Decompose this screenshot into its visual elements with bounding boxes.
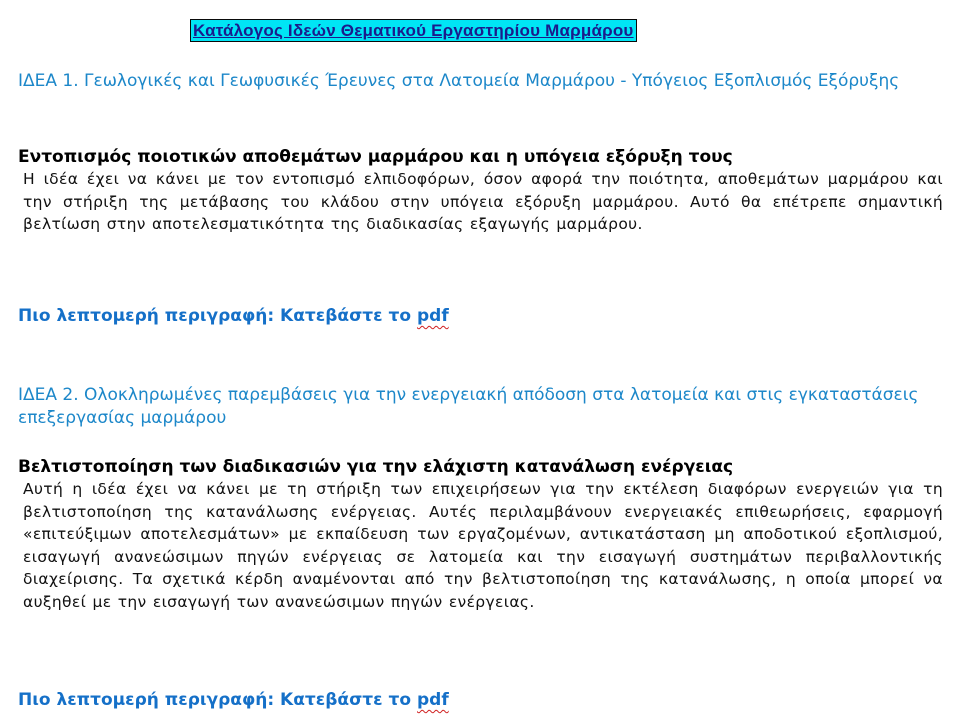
idea-2-pdf-link[interactable]: pdf [417,690,449,710]
idea-2-section [18,384,943,430]
idea-1-content [18,146,943,236]
idea-2-content [18,456,943,614]
document-title: Κατάλογος Ιδεών Θεματικού Εργαστηρίου Μαρμάρου [190,19,637,42]
idea-1-subheading: Εντοπισμός ποιοτικών αποθεμάτων μαρμάρου και η υπόγεια εξόρυξη τους [18,147,733,167]
idea-2-heading: ΙΔΕΑ 2. Ολοκληρωμένες παρεμβάσεις για την ενεργειακή απόδοση στα λατομεία και στις εγκαταστάσεις επεξεργασίας μαρμάρου [18,385,919,428]
idea-1-download-link[interactable] [18,305,449,327]
idea-1-download-link-label: Πιο λεπτομερή περιγραφή: Κατεβάστε το [18,306,417,326]
idea-2-subheading: Βελτιστοποίηση των διαδικασιών για την ελάχιστη κατανάλωση ενέργειας [18,457,734,477]
idea-1-description: Η ιδέα έχει να κάνει με τον εντοπισμό ελπιδοφόρων, όσον αφορά την ποιότητα, αποθεμάτων μαρμάρου και την στήριξη της μετάβασης του κλάδου στην υπόγεια εξόρυξη μαρμάρου. Αυτό θα επέτρεπε σημαντική βελτίωση στην αποτελεσματικότητα της διαδικασίας εξαγωγής μαρμάρου. [23,170,943,234]
idea-1-pdf-link[interactable]: pdf [417,306,449,326]
idea-2-description: Αυτή η ιδέα έχει να κάνει με τη στήριξη των επιχειρήσεων για την εκτέλεση διαφόρων ενεργειών για τη βελτιστοποίηση της κατανάλωσης ενέργειας. Αυτές περιλαμβάνουν ενεργειακές επιθεωρήσεις, εφαρμογή «επιτεύξιμων αποτελεσμάτων» με εκπαίδευση των εργαζομένων, αντικατάσταση μη αποδοτικού εξοπλισμού, εισαγωγή ανανεώσιμων πηγών ενέργειας σε λατομεία και την εισαγωγή συστημάτων περιβαλλοντικής διαχείρισης. Τα σχετικά κέρδη αναμένονται από την βελτιστοποίηση της κατανάλωσης, η οποία μπορεί να αυξηθεί με την εισαγωγή των ανανεώσιμων πηγών ενέργειας. [23,480,943,611]
idea-2-download-link-label: Πιο λεπτομερή περιγραφή: Κατεβάστε το [18,690,417,710]
idea-1-section [18,70,943,93]
idea-2-download-link[interactable] [18,689,449,711]
idea-1-heading: ΙΔΕΑ 1. Γεωλογικές και Γεωφυσικές Έρευνες στα Λατομεία Μαρμάρου - Υπόγειος Εξοπλισμός Εξόρυξης [18,71,900,91]
